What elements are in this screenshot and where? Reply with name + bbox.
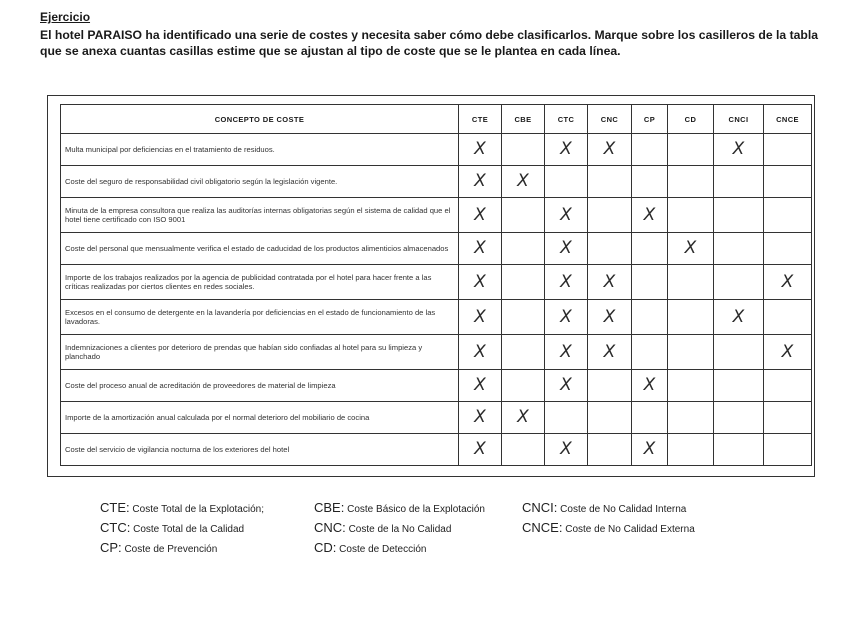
legend-text: Coste Total de la Explotación; bbox=[132, 504, 264, 515]
mark-cell bbox=[502, 299, 545, 334]
cross-mark: X bbox=[560, 238, 572, 259]
mark-cell bbox=[502, 232, 545, 264]
exercise-heading: Ejercicio bbox=[40, 10, 91, 24]
cross-mark: X bbox=[474, 171, 486, 192]
mark-cell bbox=[588, 433, 632, 465]
mark-cell bbox=[632, 232, 668, 264]
mark-cell bbox=[502, 134, 545, 166]
mark-cell bbox=[668, 134, 714, 166]
mark-cell bbox=[545, 369, 588, 401]
exercise-intro: El hotel PARAISO ha identificado una serie de costes y necesita saber cómo debe clasificarlos. Marque sobre los casilleros de la tabla que se anexa cuantas casillas estime que se ajustan al tipo de coste que se le plantea en cada línea. bbox=[40, 28, 819, 58]
table-row bbox=[61, 433, 812, 465]
mark-cell bbox=[714, 299, 764, 334]
cross-mark: X bbox=[781, 271, 794, 292]
table-header-row bbox=[61, 105, 812, 134]
mark-cell bbox=[764, 134, 812, 166]
mark-cell bbox=[764, 232, 812, 264]
mark-cell bbox=[459, 134, 502, 166]
mark-cell bbox=[632, 299, 668, 334]
mark-cell bbox=[668, 264, 714, 299]
mark-cell bbox=[459, 197, 502, 232]
table-row bbox=[61, 134, 812, 166]
cross-mark: X bbox=[474, 271, 486, 292]
mark-cell bbox=[588, 232, 632, 264]
mark-cell bbox=[502, 264, 545, 299]
mark-cell bbox=[588, 197, 632, 232]
legend-abbr: CTC: bbox=[100, 520, 131, 535]
cross-mark: X bbox=[474, 238, 486, 259]
mark-cell bbox=[668, 165, 714, 197]
legend-text: Coste Total de la Calidad bbox=[133, 524, 245, 535]
mark-cell bbox=[502, 433, 545, 465]
mark-cell bbox=[632, 369, 668, 401]
mark-cell bbox=[764, 299, 812, 334]
legend-item-cp bbox=[100, 540, 217, 555]
mark-cell bbox=[588, 299, 632, 334]
mark-cell bbox=[668, 299, 714, 334]
concept-cell: Importe de los trabajos realizados por la agencia de publicidad contratada por el hotel para hacer frente a las críticas realizadas por ciertos clientes en redes sociales. bbox=[61, 264, 459, 299]
mark-cell bbox=[459, 334, 502, 369]
mark-cell bbox=[764, 165, 812, 197]
mark-cell bbox=[714, 264, 764, 299]
mark-cell bbox=[632, 165, 668, 197]
mark-cell bbox=[545, 299, 588, 334]
mark-cell bbox=[632, 334, 668, 369]
cross-mark: X bbox=[474, 139, 486, 160]
cross-mark: X bbox=[603, 271, 616, 292]
legend-item-cte bbox=[100, 500, 264, 515]
cross-mark: X bbox=[684, 238, 697, 259]
cross-mark: X bbox=[643, 375, 656, 396]
legend-abbr: CTE: bbox=[100, 500, 130, 515]
concept-cell: Coste del seguro de responsabilidad civil obligatorio según la legislación vigente. bbox=[61, 165, 459, 197]
mark-cell bbox=[668, 334, 714, 369]
mark-cell bbox=[764, 334, 812, 369]
legend-item-ctc bbox=[100, 520, 244, 535]
table-row bbox=[61, 401, 812, 433]
mark-cell bbox=[632, 264, 668, 299]
table-row bbox=[61, 369, 812, 401]
header-cnc: CNC bbox=[588, 105, 632, 134]
cross-mark: X bbox=[560, 271, 572, 292]
cross-mark: X bbox=[732, 139, 745, 160]
mark-cell bbox=[588, 334, 632, 369]
cross-mark: X bbox=[560, 306, 572, 327]
mark-cell bbox=[459, 264, 502, 299]
mark-cell bbox=[668, 433, 714, 465]
cross-mark: X bbox=[643, 204, 656, 225]
mark-cell bbox=[502, 401, 545, 433]
legend-item-cnc bbox=[314, 520, 451, 535]
header-cp: CP bbox=[632, 105, 668, 134]
mark-cell bbox=[502, 334, 545, 369]
header-concept: CONCEPTO DE COSTE bbox=[61, 105, 459, 134]
mark-cell bbox=[764, 197, 812, 232]
cross-mark: X bbox=[560, 439, 572, 460]
table-body bbox=[61, 134, 812, 466]
mark-cell bbox=[545, 232, 588, 264]
header-ctc: CTC bbox=[545, 105, 588, 134]
mark-cell bbox=[588, 401, 632, 433]
cross-mark: X bbox=[517, 407, 529, 428]
header-cd: CD bbox=[668, 105, 714, 134]
concept-cell: Minuta de la empresa consultora que realiza las auditorías internas obligatorias según el sistema de calidad que el hotel tiene certificado con ISO 9001 bbox=[61, 197, 459, 232]
legend-text: Coste de No Calidad Externa bbox=[565, 524, 695, 535]
cross-mark: X bbox=[474, 306, 486, 327]
header-cnce: CNCE bbox=[764, 105, 812, 134]
mark-cell bbox=[459, 232, 502, 264]
mark-cell bbox=[545, 334, 588, 369]
legend-abbr: CNCE: bbox=[522, 520, 563, 535]
concept-cell: Multa municipal por deficiencias en el tratamiento de residuos. bbox=[61, 134, 459, 166]
legend-text: Coste de la No Calidad bbox=[348, 524, 452, 535]
legend-abbr: CNC: bbox=[314, 520, 346, 535]
legend-item-cd bbox=[314, 540, 426, 555]
mark-cell bbox=[714, 433, 764, 465]
legend-text: Coste de Detección bbox=[339, 544, 427, 555]
concept-cell: Importe de la amortización anual calculada por el normal deterioro del mobiliario de cocina bbox=[61, 401, 459, 433]
mark-cell bbox=[632, 401, 668, 433]
legend-abbr: CBE: bbox=[314, 500, 345, 515]
mark-cell bbox=[668, 369, 714, 401]
mark-cell bbox=[588, 165, 632, 197]
mark-cell bbox=[545, 433, 588, 465]
mark-cell bbox=[459, 165, 502, 197]
concept-cell: Excesos en el consumo de detergente en la lavandería por deficiencias en el estado de funcionamiento de las lavadoras. bbox=[61, 299, 459, 334]
mark-cell bbox=[714, 369, 764, 401]
cross-mark: X bbox=[560, 375, 572, 396]
cross-mark: X bbox=[560, 139, 572, 160]
mark-cell bbox=[632, 433, 668, 465]
mark-cell bbox=[545, 401, 588, 433]
mark-cell bbox=[545, 134, 588, 166]
table-row bbox=[61, 299, 812, 334]
mark-cell bbox=[459, 369, 502, 401]
legend-item-cbe bbox=[314, 500, 485, 515]
cross-mark: X bbox=[603, 306, 616, 327]
mark-cell bbox=[588, 264, 632, 299]
cross-mark: X bbox=[603, 341, 616, 362]
cross-mark: X bbox=[732, 306, 745, 327]
legend-abbr: CD: bbox=[314, 540, 337, 555]
mark-cell bbox=[459, 299, 502, 334]
mark-cell bbox=[459, 433, 502, 465]
header-cnci: CNCI bbox=[714, 105, 764, 134]
cross-mark: X bbox=[603, 139, 616, 160]
concept-cell: Indemnizaciones a clientes por deterioro de prendas que habían sido confiadas al hotel para su limpieza y planchado bbox=[61, 334, 459, 369]
mark-cell bbox=[545, 165, 588, 197]
cross-mark: X bbox=[560, 341, 572, 362]
legend-abbr: CP: bbox=[100, 540, 122, 555]
cross-mark: X bbox=[474, 375, 486, 396]
mark-cell bbox=[668, 197, 714, 232]
cross-mark: X bbox=[560, 204, 572, 225]
cross-mark: X bbox=[643, 439, 656, 460]
mark-cell bbox=[714, 334, 764, 369]
mark-cell bbox=[764, 264, 812, 299]
mark-cell bbox=[588, 369, 632, 401]
legend-abbr: CNCI: bbox=[522, 500, 558, 515]
mark-cell bbox=[714, 134, 764, 166]
mark-cell bbox=[459, 401, 502, 433]
mark-cell bbox=[502, 165, 545, 197]
mark-cell bbox=[714, 197, 764, 232]
concept-cell: Coste del proceso anual de acreditación de proveedores de material de limpieza bbox=[61, 369, 459, 401]
cross-mark: X bbox=[474, 439, 486, 460]
mark-cell bbox=[588, 134, 632, 166]
cross-mark: X bbox=[474, 204, 486, 225]
header-cte: CTE bbox=[459, 105, 502, 134]
mark-cell bbox=[668, 232, 714, 264]
concept-cell: Coste del servicio de vigilancia nocturna de los exteriores del hotel bbox=[61, 433, 459, 465]
mark-cell bbox=[632, 134, 668, 166]
cross-mark: X bbox=[474, 341, 486, 362]
cross-mark: X bbox=[474, 407, 486, 428]
legend-item-cnci bbox=[522, 500, 686, 515]
mark-cell bbox=[714, 232, 764, 264]
header-cbe: CBE bbox=[502, 105, 545, 134]
table-row bbox=[61, 334, 812, 369]
mark-cell bbox=[545, 264, 588, 299]
mark-cell bbox=[764, 433, 812, 465]
concept-cell: Coste del personal que mensualmente verifica el estado de caducidad de los productos alimenticios almacenados bbox=[61, 232, 459, 264]
legend-text: Coste de Prevención bbox=[124, 544, 218, 555]
mark-cell bbox=[545, 197, 588, 232]
mark-cell bbox=[502, 197, 545, 232]
cross-mark: X bbox=[781, 341, 794, 362]
mark-cell bbox=[714, 401, 764, 433]
mark-cell bbox=[502, 369, 545, 401]
mark-cell bbox=[764, 401, 812, 433]
mark-cell bbox=[668, 401, 714, 433]
mark-cell bbox=[632, 197, 668, 232]
mark-cell bbox=[764, 369, 812, 401]
table-row bbox=[61, 165, 812, 197]
table-row bbox=[61, 264, 812, 299]
cross-mark: X bbox=[517, 171, 529, 192]
mark-cell bbox=[714, 165, 764, 197]
legend-text: Coste de No Calidad Interna bbox=[560, 504, 687, 515]
legend-text: Coste Básico de la Explotación bbox=[347, 504, 485, 515]
table-row bbox=[61, 232, 812, 264]
table-row bbox=[61, 197, 812, 232]
legend-item-cnce bbox=[522, 520, 695, 535]
cost-classification-table bbox=[60, 104, 812, 466]
